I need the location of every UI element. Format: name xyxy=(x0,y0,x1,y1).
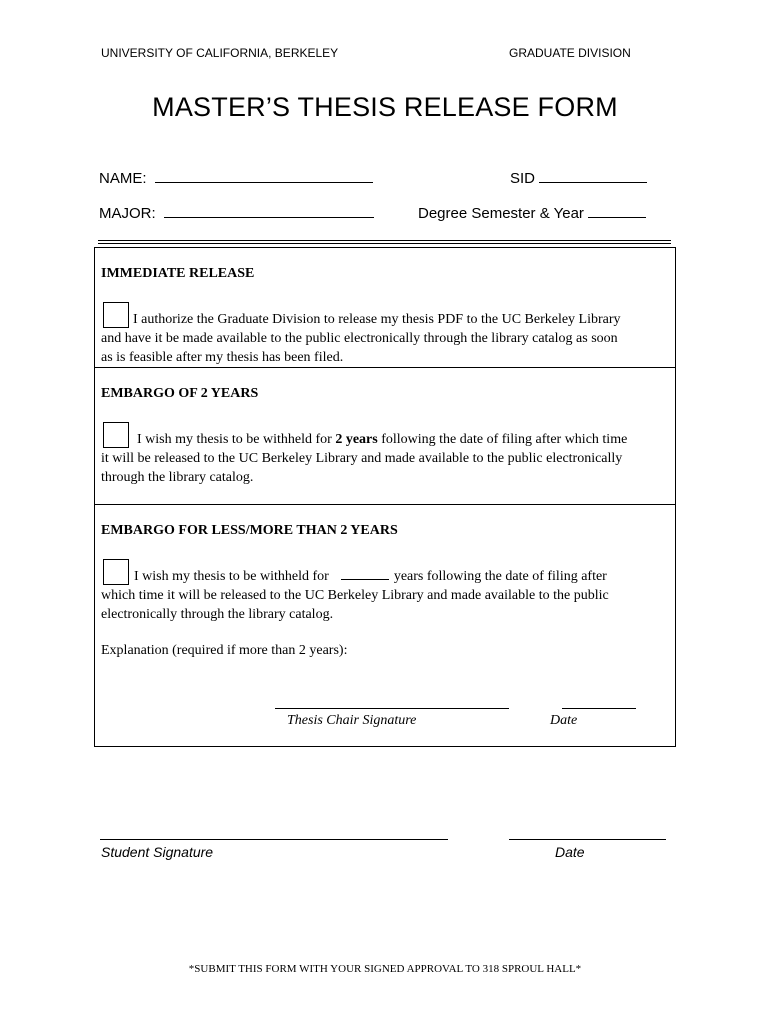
immediate-release-line-3: as is feasible after my thesis has been filed. xyxy=(101,350,344,365)
embargo-custom-line-1 xyxy=(101,567,666,586)
thesis-chair-signature-label: Thesis Chair Signature xyxy=(287,713,417,728)
page-title: MASTER’S THESIS RELEASE FORM xyxy=(152,92,618,122)
embargo-2-years-line-1 xyxy=(101,430,666,449)
embargo-2-years-line-3: through the library catalog. xyxy=(101,470,254,485)
section-divider xyxy=(95,367,675,368)
embargo-custom-line-3: electronically through the library catalog. xyxy=(101,607,334,622)
thesis-chair-date-line[interactable] xyxy=(562,708,636,709)
university-name: UNIVERSITY OF CALIFORNIA, BERKELEY xyxy=(101,46,339,60)
division-name: GRADUATE DIVISION xyxy=(509,46,631,60)
embargo-2-years-bold: 2 years xyxy=(335,432,378,447)
student-date-label: Date xyxy=(555,844,585,860)
sid-field xyxy=(510,168,647,187)
embargo-2-years-title: EMBARGO OF 2 YEARS xyxy=(101,386,259,401)
embargo-custom-text-post: years following the date of filing after xyxy=(393,569,607,584)
embargo-years-input-line[interactable] xyxy=(341,567,389,580)
immediate-release-title: IMMEDIATE RELEASE xyxy=(101,266,255,281)
sid-input-line[interactable] xyxy=(539,168,647,183)
degree-field xyxy=(418,203,646,222)
major-input-line[interactable] xyxy=(164,203,374,218)
section-divider xyxy=(95,504,675,505)
thesis-chair-date-label: Date xyxy=(550,713,578,728)
embargo-custom-text xyxy=(101,567,666,624)
release-options-box xyxy=(94,247,676,747)
name-field xyxy=(99,168,373,187)
embargo-2-years-line-2: it will be released to the UC Berkeley Library and made available to the public electronically xyxy=(101,451,623,466)
name-input-line[interactable] xyxy=(155,168,373,183)
degree-input-line[interactable] xyxy=(588,203,646,218)
embargo-2-years-text xyxy=(101,430,666,487)
explanation-label: Explanation (required if more than 2 years): xyxy=(101,643,348,658)
sid-label: SID xyxy=(510,170,536,187)
immediate-release-line-1: I authorize the Graduate Division to release my thesis PDF to the UC Berkeley Library xyxy=(133,312,621,327)
degree-label: Degree Semester & Year xyxy=(418,205,584,222)
divider xyxy=(98,240,671,244)
embargo-2-years-text-pre: I wish my thesis to be withheld for xyxy=(137,432,336,447)
major-label: MAJOR: xyxy=(99,205,156,222)
immediate-release-line-2: and have it be made available to the public electronically through the library catalog as soon xyxy=(101,331,618,346)
student-date-line[interactable] xyxy=(509,839,666,840)
thesis-chair-signature-line[interactable] xyxy=(275,708,509,709)
embargo-custom-text-pre: I wish my thesis to be withheld for xyxy=(134,569,329,584)
embargo-custom-line-2: which time it will be released to the UC Berkeley Library and made available to the public xyxy=(101,588,609,603)
immediate-release-text xyxy=(101,310,666,367)
major-field xyxy=(99,203,374,222)
student-signature-line[interactable] xyxy=(100,839,448,840)
embargo-custom-title: EMBARGO FOR LESS/MORE THAN 2 YEARS xyxy=(101,523,398,538)
embargo-2-years-text-post: following the date of filing after which time xyxy=(377,432,628,447)
name-label: NAME: xyxy=(99,170,147,187)
student-signature-label: Student Signature xyxy=(101,844,214,860)
submission-instructions: *SUBMIT THIS FORM WITH YOUR SIGNED APPROVAL TO 318 SPROUL HALL* xyxy=(188,963,582,975)
